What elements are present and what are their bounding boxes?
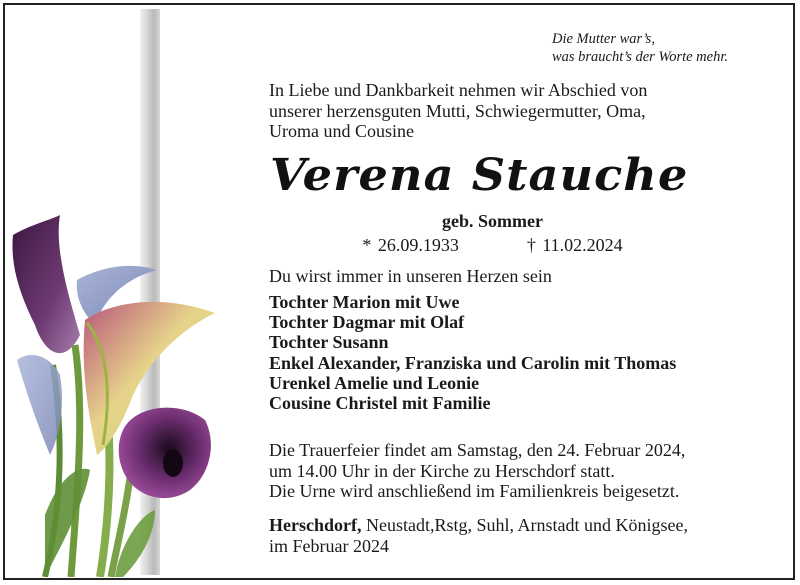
motto-line: Die Mutter war’s,: [551, 31, 655, 47]
mourner-entry: Tochter Marion mit Uwe: [269, 292, 460, 312]
intro-line: Uroma und Cousine: [269, 121, 414, 141]
motto-line: was braucht’s der Worte mehr.: [551, 49, 728, 65]
intro-line: unserer herzensguten Mutti, Schwiegermutter, Oma,: [269, 100, 646, 121]
motto-quote: [552, 30, 728, 66]
service-line: Die Urne wird anschließend im Familienkreis beigesetzt.: [269, 481, 680, 501]
deceased-name: Verena Stauche: [270, 150, 689, 201]
closing-place: Herschdorf,: [269, 515, 362, 535]
remembrance-phrase: Du wirst immer in unseren Herzen sein: [269, 266, 552, 286]
place-and-date: [269, 515, 749, 556]
death-date: † 11.02.2024: [526, 235, 623, 255]
mourner-entry: Tochter Dagmar mit Olaf: [269, 312, 465, 333]
mourner-entry: Enkel Alexander, Franziska und Carolin mit Thomas: [269, 352, 677, 373]
mourners-list: [269, 292, 676, 413]
birth-name: geb. Sommer: [442, 211, 543, 231]
service-line: um 14.00 Uhr in der Kirche zu Herschdorf statt.: [269, 460, 615, 481]
mourner-entry: Tochter Susann: [269, 332, 389, 353]
service-line: Die Trauerfeier findet am Samstag, den 24. Februar 2024,: [269, 440, 686, 460]
birth-date: * 26.09.1933: [362, 235, 459, 255]
mourner-entry: Urenkel Amelie und Leonie: [269, 372, 480, 393]
closing-date: im Februar 2024: [269, 535, 389, 556]
intro-text: [269, 80, 729, 142]
closing-places-list: Neustadt,Rstg, Suhl, Arnstadt und Königsee,: [361, 515, 688, 535]
funeral-service-info: [269, 440, 749, 502]
intro-line: In Liebe und Dankbarkeit nehmen wir Abschied von: [269, 80, 648, 100]
closing-line: [269, 515, 749, 536]
life-dates: [270, 235, 715, 256]
calla-lily-illustration: [5, 215, 235, 577]
mourner-entry: Cousine Christel mit Familie: [269, 393, 491, 414]
